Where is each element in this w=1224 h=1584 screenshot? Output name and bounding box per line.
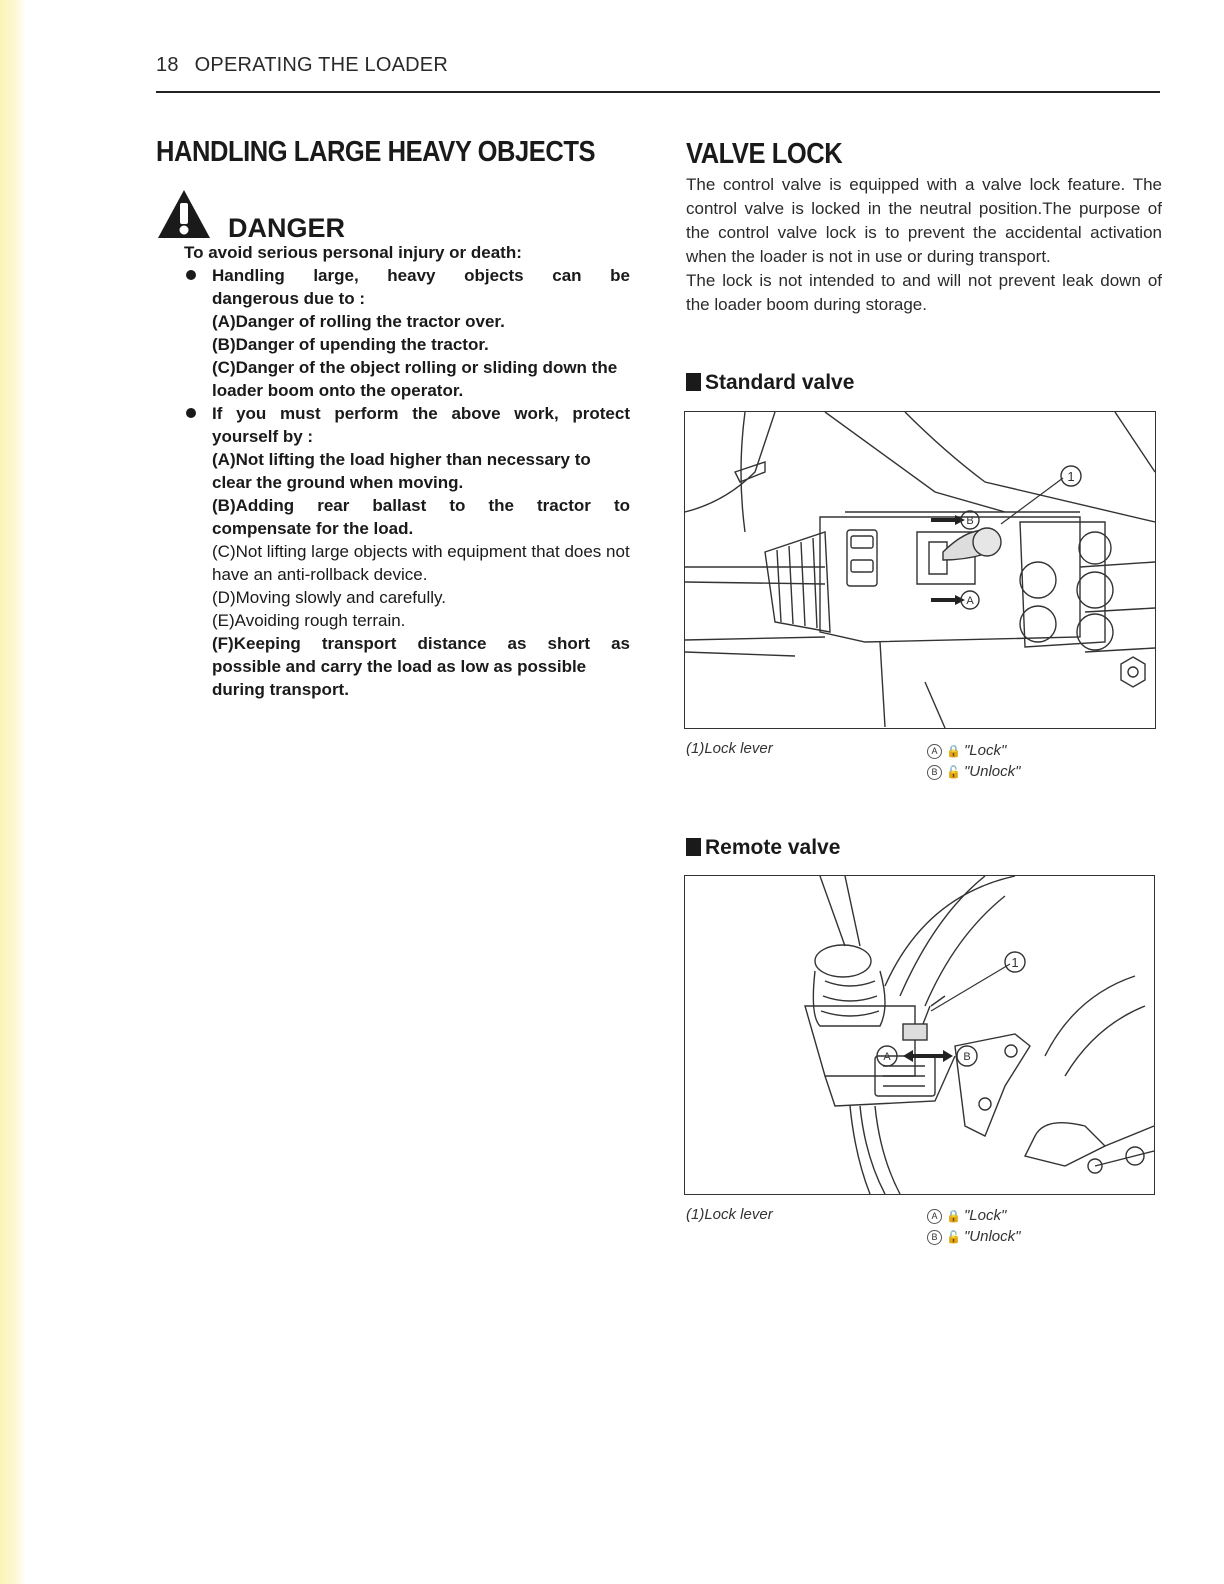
bullet-subitem: (E)Avoiding rough terrain. <box>212 611 406 630</box>
bullet-subitem: (A)Danger of rolling the tractor over. <box>212 312 505 331</box>
remote-caption-unlock <box>927 1228 1020 1245</box>
bullet-lead: If you must perform the above work, protect <box>212 404 630 423</box>
lock-icon: 🔒 <box>946 1209 961 1223</box>
danger-list <box>184 264 630 701</box>
header-rule <box>156 91 1160 93</box>
heading-valve-lock: VALVE LOCK <box>686 138 843 170</box>
bullet-lead: Handling large, heavy objects can be <box>212 266 630 285</box>
unlock-label: "Unlock" <box>963 1228 1021 1245</box>
danger-bullet <box>184 402 630 701</box>
standard-caption-lock <box>927 742 1006 759</box>
remote-valve-illustration <box>685 876 1154 1194</box>
remote-marker-b: B <box>963 1051 971 1063</box>
section-label: Remote valve <box>705 836 841 859</box>
bullet-subitem: compensate for the load. <box>212 519 414 538</box>
bullet-subitem: (C)Danger of the object rolling or sliding down the loader boom onto the operator. <box>212 358 618 400</box>
unlock-label: "Unlock" <box>963 763 1021 780</box>
bullet-subitem: (B)Adding rear ballast to the tractor to <box>212 496 630 515</box>
bullet-dot <box>186 408 196 418</box>
section-square-icon <box>686 373 701 391</box>
bullet-lead-cont: yourself by : <box>212 427 314 446</box>
standard-marker-b: B <box>966 515 974 527</box>
warning-triangle-icon <box>156 188 212 240</box>
bullet-subitem: (C)Not lifting large objects with equipment that does not have an anti-rollback device. <box>212 542 630 584</box>
standard-caption-lock-lever: (1)Lock lever <box>686 740 773 757</box>
unlock-icon: 🔓 <box>946 1230 961 1244</box>
marker-b-icon: B <box>927 765 942 780</box>
section-label: Standard valve <box>705 371 855 394</box>
standard-callout-1: 1 <box>1067 469 1075 484</box>
lock-label: "Lock" <box>963 1207 1007 1224</box>
standard-valve-figure <box>684 411 1156 729</box>
bullet-dot <box>186 270 196 280</box>
page-header <box>156 54 1160 77</box>
remote-caption-lock <box>927 1207 1006 1224</box>
heading-handling-large-heavy-objects: HANDLING LARGE HEAVY OBJECTS <box>156 136 596 168</box>
intro-paragraph: The lock is not intended to and will not prevent leak down of the loader boom during storage. <box>686 271 1162 314</box>
unlock-icon: 🔓 <box>946 765 961 779</box>
page-number: 18 <box>156 54 179 76</box>
danger-bullet <box>184 264 630 402</box>
section-title: OPERATING THE LOADER <box>194 54 448 76</box>
bullet-subitem: (F)Keeping transport distance as short as <box>212 634 630 653</box>
bullet-subitem: (D)Moving slowly and carefully. <box>212 588 446 607</box>
marker-b-icon: B <box>927 1230 942 1245</box>
section-remote-valve <box>686 836 840 860</box>
page-edge <box>0 0 26 1584</box>
danger-intro: To avoid serious personal injury or death: <box>184 243 522 262</box>
valve-lock-intro <box>686 173 1162 317</box>
marker-a-icon: A <box>927 1209 942 1224</box>
standard-caption-unlock <box>927 763 1020 780</box>
bullet-lead-cont: dangerous due to : <box>212 289 365 308</box>
section-standard-valve <box>686 371 854 395</box>
intro-paragraph: The control valve is equipped with a valve lock feature. The control valve is locked in the neutral position.The purpose of the control valve lock is to prevent the accidental activation when the loader is not in use or during transport. <box>686 175 1162 266</box>
bullet-subitem: (B)Danger of upending the tractor. <box>212 335 489 354</box>
lock-label: "Lock" <box>963 742 1007 759</box>
standard-marker-a: A <box>966 595 974 607</box>
bullet-subitem: possible and carry the load as low as possible during transport. <box>212 657 587 699</box>
remote-caption-lock-lever: (1)Lock lever <box>686 1206 773 1223</box>
danger-word: DANGER <box>228 213 346 243</box>
remote-callout-1: 1 <box>1011 955 1019 970</box>
marker-a-icon: A <box>927 744 942 759</box>
standard-valve-illustration <box>685 412 1155 728</box>
bullet-subitem: (A)Not lifting the load higher than necessary to clear the ground when moving. <box>212 450 591 492</box>
lock-icon: 🔒 <box>946 744 961 758</box>
section-square-icon <box>686 838 701 856</box>
remote-marker-a: A <box>883 1051 891 1063</box>
remote-valve-figure <box>684 875 1155 1195</box>
